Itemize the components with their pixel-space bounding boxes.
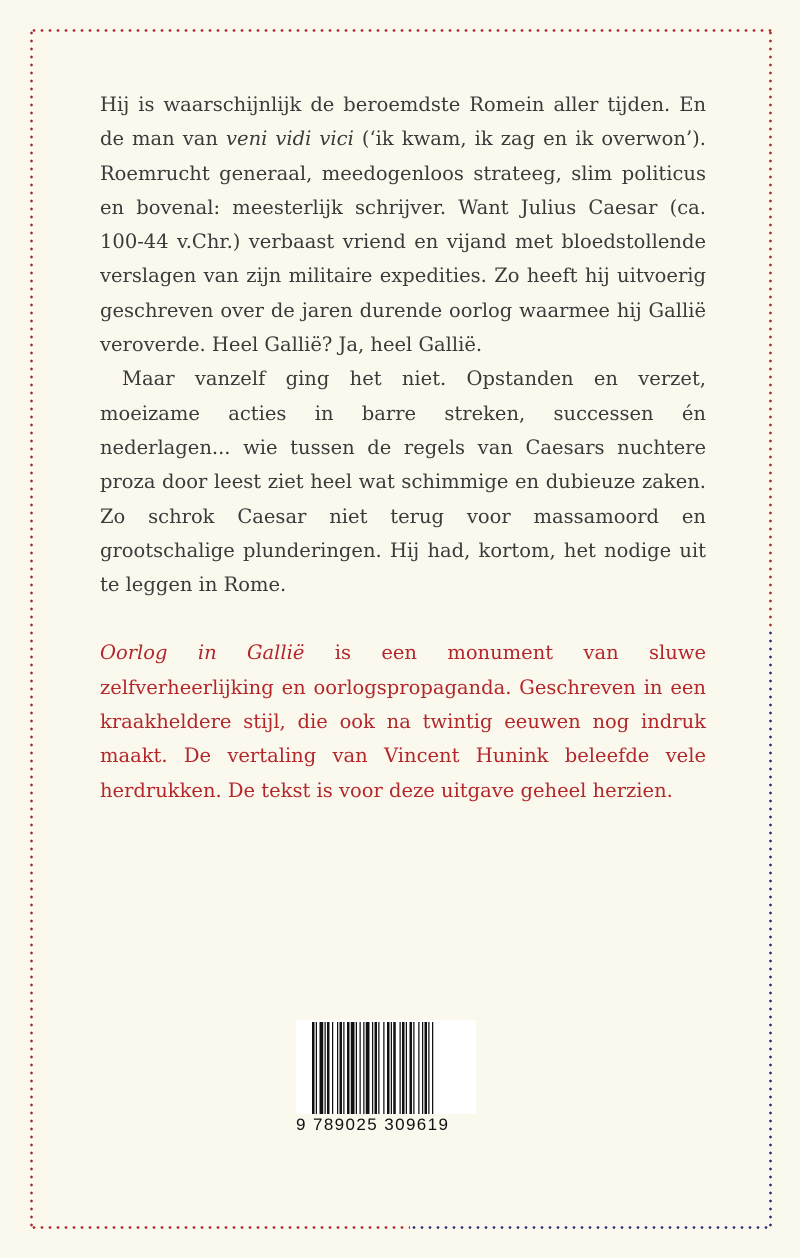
barcode-bar (351, 1022, 355, 1118)
barcode-bar (418, 1022, 419, 1118)
barcode-bar (327, 1022, 330, 1118)
barcode-bar (393, 1022, 396, 1118)
blurb-paragraph-3: Oorlog in Gallië is een monument van sluwe zelfverheerlijking en oorlogspropaganda. Geschreven in een kraakheldere stijl, die ook na twintig eeuwen nog indruk maakt. De vertaling van Vincent Hunink beleefde vele herdrukken. De tekst is voor deze uitgave geheel herzien. (100, 641, 707, 802)
dotted-border-bottom (30, 1226, 772, 1229)
blurb-paragraph-1: Hij is waarschijnlijk de beroemdste Romein aller tijden. En de man van veni vidi vici (‘ik kwam, ik zag en ik overwon’). Roemrucht generaal, meedogenloos strateeg, slim politicus en bovenal: meesterlijk schrijver. Want Julius Caesar (ca. 100-44 v.Chr.) verbaast vriend en vijand met bloedstollende verslagen van zijn militaire expedities. Zo heeft hij uitvoerig geschreven over de jaren durende oorlog waarmee hij Gallië veroverde. Heel Gallië? Ja, heel Gallië. (100, 93, 706, 357)
barcode-bar (402, 1022, 405, 1118)
dotted-border-left (30, 29, 33, 1229)
dotted-border-right-red (769, 29, 772, 629)
barcode-bar (356, 1022, 357, 1118)
barcode-bar (372, 1022, 373, 1118)
barcode-bar (332, 1022, 333, 1118)
isbn-number: 9 789025 309619 (296, 1114, 476, 1136)
barcode-bar (340, 1022, 343, 1118)
barcode-bar (363, 1022, 364, 1118)
barcode-bar (378, 1022, 379, 1118)
barcode-bar (387, 1022, 390, 1118)
barcode-bar (422, 1022, 423, 1118)
barcode-bar (432, 1022, 433, 1118)
barcode-bar (383, 1022, 384, 1118)
blurb-text (100, 88, 706, 808)
barcode-bar (343, 1022, 344, 1118)
dotted-border-top (30, 29, 772, 32)
barcode-bar (391, 1022, 392, 1118)
barcode-bar (337, 1022, 338, 1118)
dotted-border-right-blue (769, 629, 772, 1229)
barcode-bar (325, 1022, 326, 1118)
book-title-italic: Oorlog in Gallië (100, 641, 305, 665)
barcode-bar (312, 1022, 315, 1118)
barcode-bar (347, 1022, 350, 1118)
blurb-paragraph-2: Maar vanzelf ging het niet. Opstanden en verzet, moeizame acties in barre streken, successen én nederlagen... wie tussen de regels van Caesars nuchtere proza door leest ziet heel wat schimmige en dubieuze zaken. Zo schrok Caesar niet terug voor massamoord en grootschalige plunderingen. Hij had, kortom, het nodige uit te leggen in Rome. (100, 367, 706, 597)
barcode-bar (320, 1022, 324, 1118)
barcode-bars (296, 1020, 476, 1120)
barcode-bar (400, 1022, 401, 1118)
italic-phrase: veni vidi vici (226, 127, 354, 151)
barcode-bar (316, 1022, 317, 1118)
barcode-bar (366, 1022, 370, 1118)
barcode-bar (410, 1022, 413, 1118)
barcode-bar (428, 1022, 429, 1118)
barcode-bar (375, 1022, 378, 1118)
barcode-bar (425, 1022, 428, 1118)
barcode-bar (406, 1022, 407, 1118)
barcode-bar (413, 1022, 414, 1118)
barcode-bar (360, 1022, 361, 1118)
